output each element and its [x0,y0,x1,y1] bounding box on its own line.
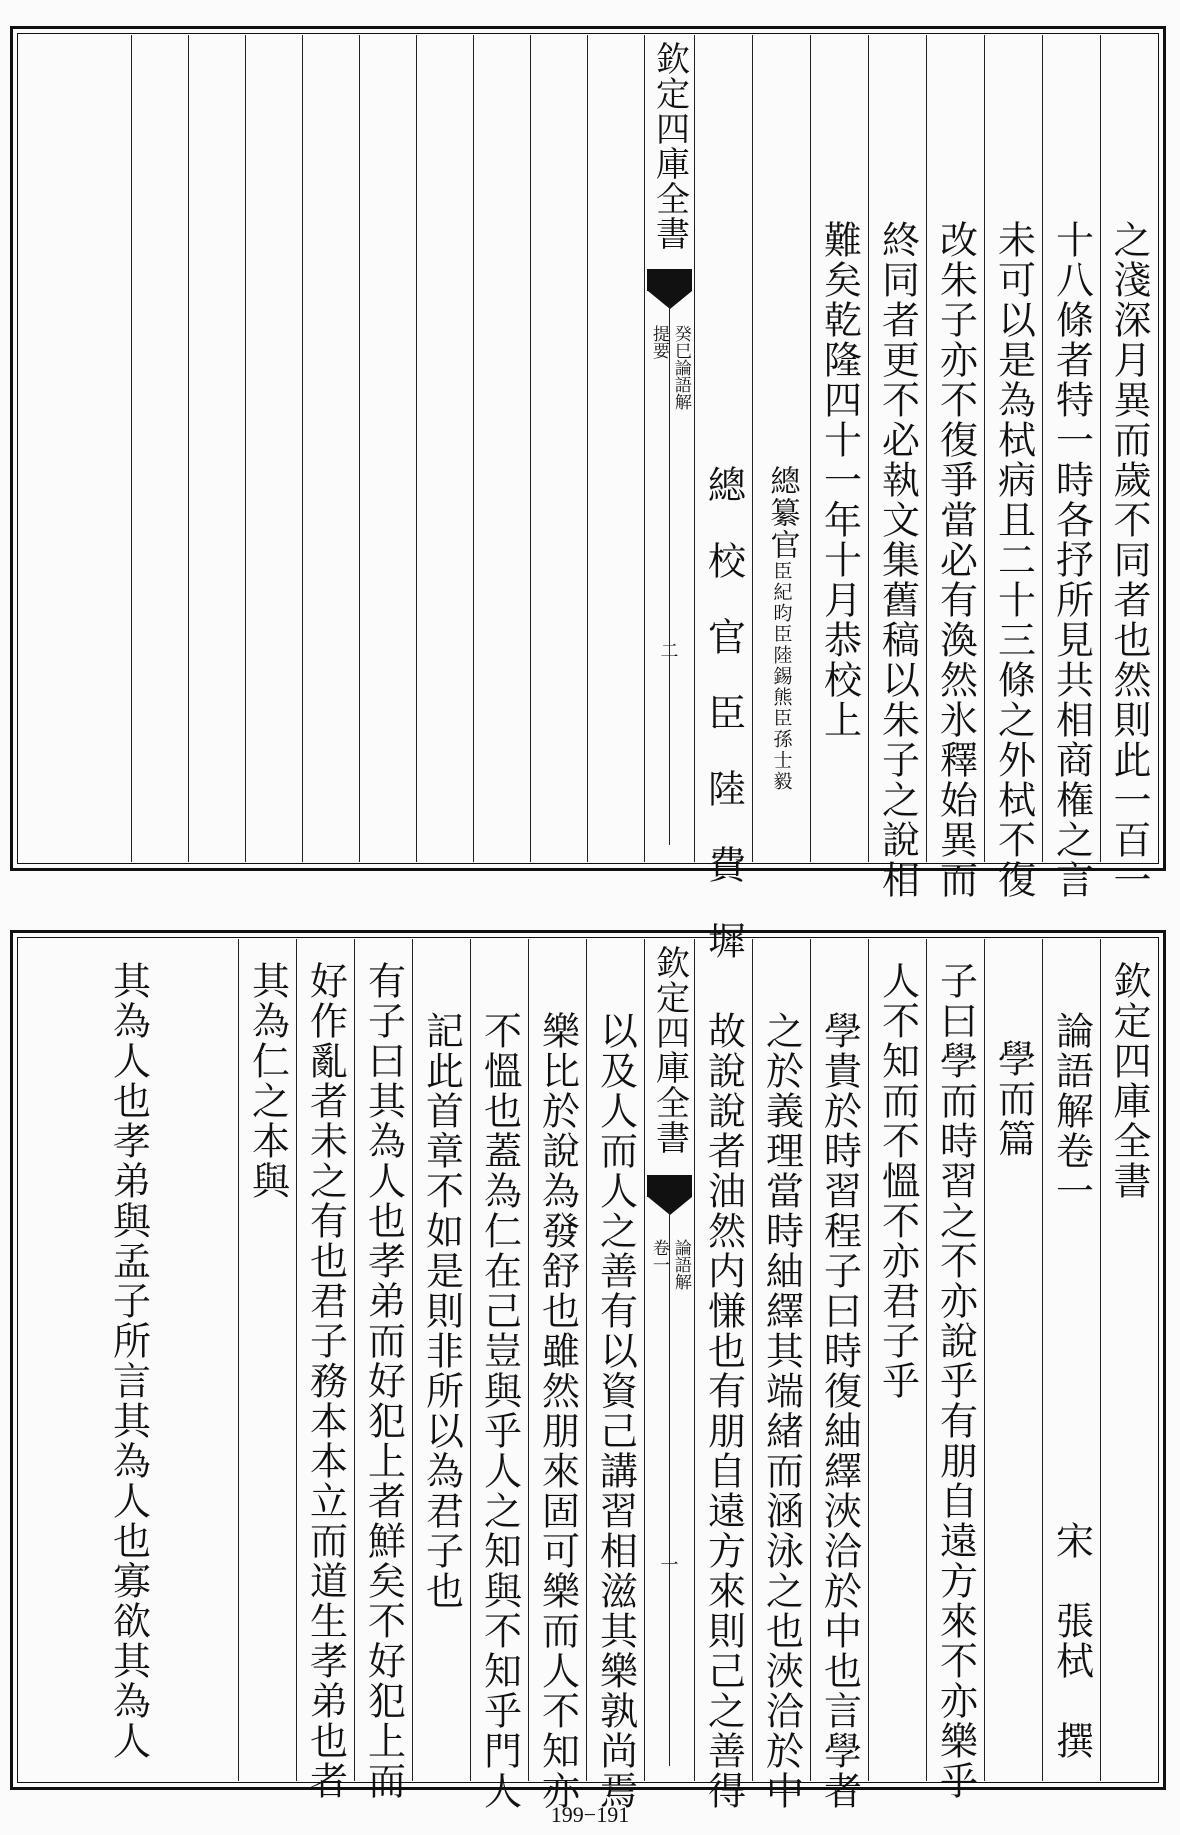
column-text: 子曰學而時習之不亦說乎有朋自遠方來不亦樂乎 [933,961,978,1801]
volume-line [1049,939,1094,1761]
chapter-column [984,939,1042,1781]
compilers-column [752,35,810,862]
text-column [752,939,810,1811]
column-text: 其為人也孝弟與孟子所言其為人也寡欲其為人 [106,961,151,1761]
column-text: 之於義理當時紬繹其端緒而涵泳之也浹洽於中 [759,1011,804,1811]
column-text: 改朱子亦不復爭當必有渙然氷釋始異而 [933,220,978,900]
text-column [412,939,470,1781]
text-column [868,939,926,1781]
proofreader-column [694,35,752,959]
text-column [354,939,412,1801]
compilers-line [764,35,800,792]
blank-column [473,35,530,862]
fold-book-title: 癸巳論語解 [670,325,691,410]
text-column [470,939,528,1811]
column-text: 故說說者油然内慊也有朋自遠方來則己之善得 [701,1011,746,1811]
compiler-name: 臣孫士毅 [770,708,793,792]
text-column [694,939,752,1811]
column-text: 記此首章不如是則非所以為君子也 [419,1011,464,1611]
volume-title: 論語解卷一 [1049,1011,1094,1211]
column-text: 其為仁之本與 [245,961,290,1201]
fold-book-title: 論語解 [670,1239,691,1290]
fold-rule [669,305,670,845]
column-text: 有子曰其為人也孝弟而好犯上者鮮矣不好犯上而 [361,961,406,1801]
column-text: 樂比於說為發舒也雖然朋來固可樂而人不知亦 [535,1011,580,1811]
text-column [984,35,1042,900]
column-text: 以及人而人之善有以資己講習相滋其樂孰尚焉 [593,1011,638,1811]
column-text: 終同者更不必執文集舊稿以朱子之說相 [875,220,920,900]
upper-page [10,26,1166,959]
upper-columns [19,35,1157,959]
blank-column [302,35,359,862]
blank-column [188,35,245,862]
book-header: 欽定四庫全書 [1107,961,1151,1201]
lower-page [10,930,1166,1811]
column-text: 難矣乾隆四十一年十月恭校上 [817,220,862,740]
author-line: 宋 張栻 撰 [1049,1521,1094,1761]
blank-column [19,35,131,862]
text-column [586,939,644,1811]
column-text: 未可以是為栻病且二十三條之外栻不復 [991,220,1036,900]
fold-center-lower [644,939,694,1781]
fold-section: 卷一 [648,1239,669,1273]
blank-column [131,35,188,862]
fishtail-mark [647,269,692,291]
text-column [926,35,984,900]
compilers-label: 總纂官 [764,465,800,561]
text-column [1100,35,1157,900]
fold-center-upper [644,35,694,862]
text-column [810,35,868,862]
column-text: 人不知而不慍不亦君子乎 [875,961,920,1401]
fold-page-number: 一 [660,1555,679,1576]
text-column [19,939,238,1781]
blank-column [245,35,302,862]
compiler-name: 臣陸錫熊 [770,624,793,708]
column-text: 學貴於時習程子曰時復紬繹浹洽於中也言學者 [817,1011,862,1811]
text-column [810,939,868,1811]
text-column [296,939,354,1801]
column-text: 不慍也蓋為仁在己豈與乎人之知與不知乎門人 [477,1011,522,1811]
blank-column [530,35,587,862]
fold-title: 欽定四庫全書 [649,41,690,251]
proofreader-line: 總 校 官 臣 陸 費 墀 [701,465,746,959]
text-column [238,939,296,1781]
text-column [1042,35,1100,900]
text-column [926,939,984,1801]
column-text: 十八條者特一時各抒所見共相商権之言 [1049,220,1094,900]
header-column [1100,939,1157,1781]
text-column [528,939,586,1811]
chapter-title: 學而篇 [991,1039,1036,1159]
lower-columns [19,939,1157,1811]
fold-rule [669,1211,670,1766]
blank-column [359,35,416,862]
fold-page-number: 二 [660,641,679,662]
column-text: 好作亂者未之有也君子務本本立而道生孝弟也者 [303,961,348,1801]
blank-column [416,35,473,862]
compiler-name: 臣紀昀 [770,561,793,624]
fold-title: 欽定四庫全書 [649,945,690,1155]
fishtail-mark [647,1175,692,1197]
blank-column [587,35,644,862]
page-number: 199−191 [550,1802,630,1827]
title-column [1042,939,1100,1781]
fold-section: 提要 [648,325,669,359]
column-text: 之淺深月異而歲不同者也然則此一百一 [1107,220,1151,900]
text-column [868,35,926,900]
